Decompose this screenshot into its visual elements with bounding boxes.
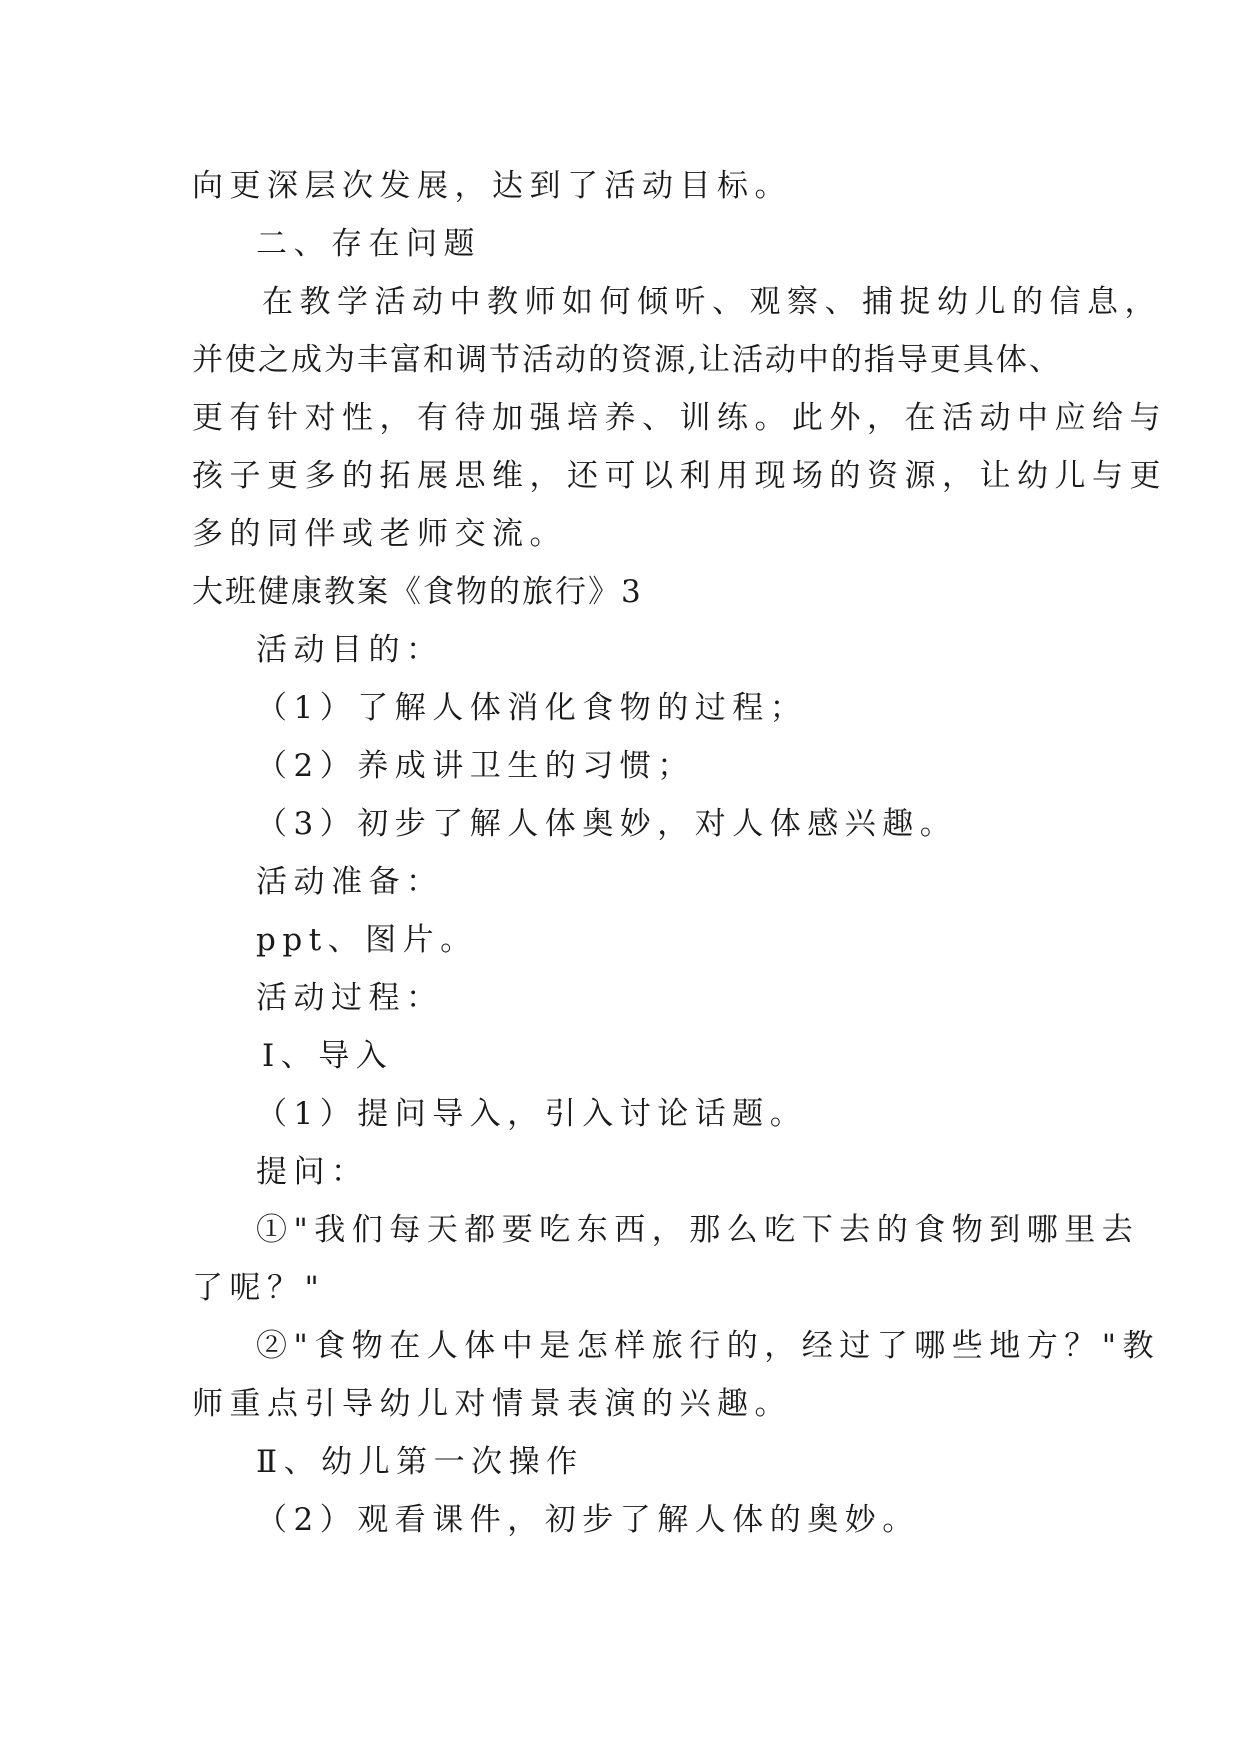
step-item: （2）观看课件，初步了解人体的奥妙。	[256, 1502, 920, 1538]
paragraph-line: 师重点引导幼儿对情景表演的兴趣。	[192, 1386, 792, 1422]
paragraph-line: 并使之成为丰富和调节活动的资源,让活动中的指导更具体、	[192, 342, 1062, 378]
preparation-text: ppt、图片。	[256, 922, 478, 958]
subheading-preparation: 活动准备：	[256, 864, 444, 900]
objective-item: （3）初步了解人体奥妙，对人体感兴趣。	[256, 806, 958, 842]
objective-item: （1）了解人体消化食物的过程；	[256, 690, 808, 726]
question-line: ①"我们每天都要吃东西，那么吃下去的食物到哪里去	[256, 1212, 1140, 1248]
step-item: （1）提问导入，引入讨论话题。	[256, 1096, 808, 1132]
question-line: 了呢？"	[192, 1270, 326, 1306]
objective-item: （2）养成讲卫生的习惯；	[256, 748, 695, 784]
step-heading: Ⅰ、导入	[262, 1038, 394, 1074]
subheading-objectives: 活动目的：	[256, 632, 444, 668]
lesson-title: 大班健康教案《食物的旅行》3	[192, 574, 643, 610]
question-line: ②"食物在人体中是怎样旅行的，经过了哪些地方？"教	[256, 1328, 1161, 1364]
paragraph-line: 多的同伴或老师交流。	[192, 516, 567, 552]
paragraph-line: 更有针对性，有待加强培养、训练。此外，在活动中应给与	[192, 400, 1167, 436]
question-label: 提问：	[256, 1154, 369, 1190]
section-heading-problems: 二、存在问题	[256, 226, 481, 262]
paragraph-line-continuation: 向更深层次发展，达到了活动目标。	[192, 168, 792, 204]
step-heading: Ⅱ、幼儿第一次操作	[256, 1444, 584, 1480]
paragraph-line: 孩子更多的拓展思维，还可以利用现场的资源，让幼儿与更	[192, 458, 1167, 494]
subheading-process: 活动过程：	[256, 980, 444, 1016]
paragraph-line: 在教学活动中教师如何倾听、观察、捕捉幼儿的信息，	[262, 284, 1162, 320]
